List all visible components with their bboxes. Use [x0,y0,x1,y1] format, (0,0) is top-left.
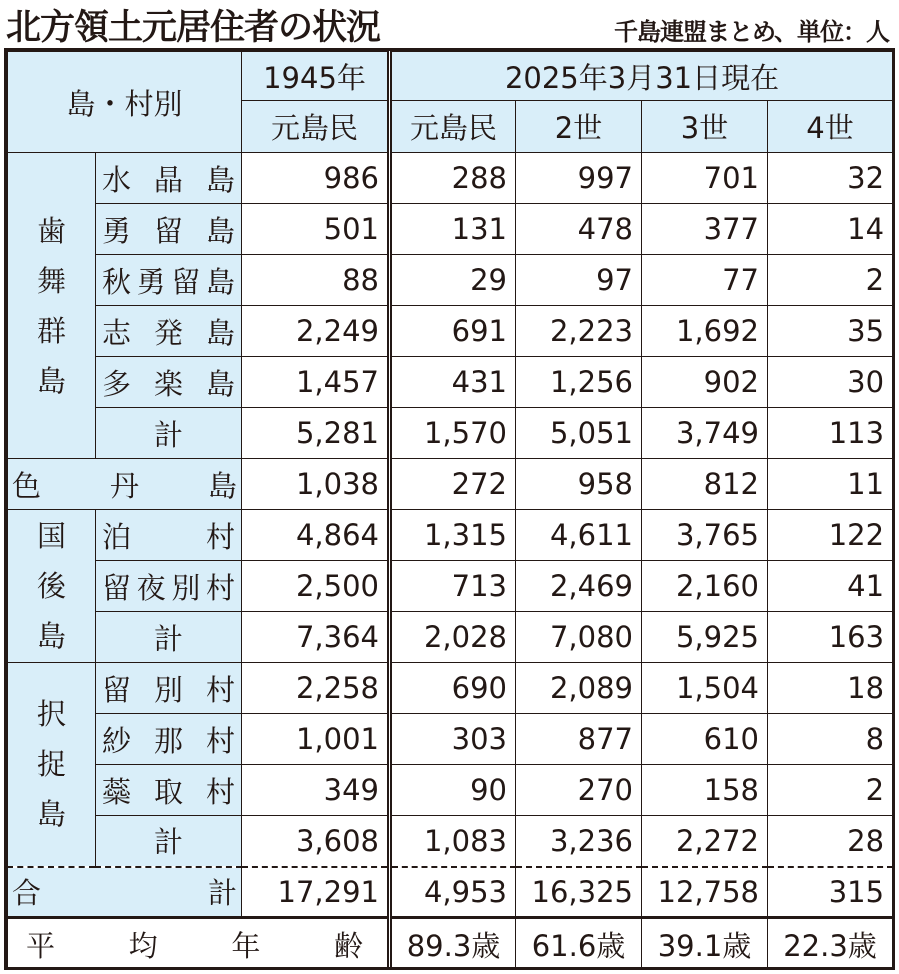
value-4th-gen: 35 [768,306,893,357]
table-row [8,510,893,561]
grand-total-row [8,867,893,918]
value-1945: 1,001 [242,714,390,765]
value-1945: 2,258 [242,663,390,714]
value-3rd-gen: 77 [642,255,768,306]
value-2nd-gen: 4,611 [516,510,642,561]
col-2nd-gen-header: 2世 [516,101,642,153]
col-4th-gen-header: 4世 [768,101,893,153]
value-3rd-gen: 3,749 [642,408,768,459]
value-former: 303 [390,714,516,765]
table-row [8,357,893,408]
island-name: 秋 勇 留 島 [96,255,242,306]
age-2nd-gen: 61.6歳 [516,918,642,970]
value-2nd-gen: 97 [516,255,642,306]
residents-table-frame [4,48,895,970]
value-1945: 2,500 [242,561,390,612]
group-label-char: 島 [36,619,66,653]
subtotal-label: 計 [96,612,242,663]
group-label-char: 後 [36,569,66,603]
age-former: 89.3歳 [390,918,516,970]
value-4th-gen: 11 [768,459,893,510]
table-row [8,714,893,765]
value-4th-gen: 315 [768,867,893,918]
group-label-kunashiri [8,510,96,663]
value-former: 272 [390,459,516,510]
value-3rd-gen: 5,925 [642,612,768,663]
group-label-char: 島 [36,363,66,398]
value-former: 29 [390,255,516,306]
table-row [8,204,893,255]
value-former: 1,315 [390,510,516,561]
subtotal-row-etorofu [8,816,893,867]
value-4th-gen: 28 [768,816,893,867]
value-1945: 17,291 [242,867,390,918]
value-3rd-gen: 701 [642,153,768,204]
group-label-char: 択 [36,697,66,732]
group-label-char: 群 [36,313,66,348]
value-3rd-gen: 3,765 [642,510,768,561]
value-3rd-gen: 377 [642,204,768,255]
value-3rd-gen: 2,272 [642,816,768,867]
table-row [8,255,893,306]
source-note: 千島連盟まとめ、単位：人 [613,18,889,46]
value-2nd-gen: 270 [516,765,642,816]
island-name: 志 発 島 [96,306,242,357]
value-4th-gen: 14 [768,204,893,255]
group-label-char: 舞 [36,263,66,298]
value-3rd-gen: 1,692 [642,306,768,357]
value-former: 131 [390,204,516,255]
group-label-char: 歯 [36,213,66,248]
island-name: 勇 留 島 [96,204,242,255]
village-name: 泊 村 [96,510,242,561]
value-1945: 2,249 [242,306,390,357]
value-2nd-gen: 3,236 [516,816,642,867]
year-1945-header: 1945年 [242,52,390,101]
value-4th-gen: 163 [768,612,893,663]
value-1945: 4,864 [242,510,390,561]
value-2nd-gen: 2,089 [516,663,642,714]
average-age-label: 平 均 年 齢 [8,918,390,970]
value-1945: 88 [242,255,390,306]
value-2nd-gen: 877 [516,714,642,765]
value-1945: 5,281 [242,408,390,459]
value-3rd-gen: 2,160 [642,561,768,612]
value-former: 431 [390,357,516,408]
group-label-etorofu [8,663,96,867]
table-row [8,561,893,612]
value-3rd-gen: 1,504 [642,663,768,714]
value-1945: 3,608 [242,816,390,867]
value-2nd-gen: 7,080 [516,612,642,663]
value-2nd-gen: 5,051 [516,408,642,459]
island-name: 多 楽 島 [96,357,242,408]
as-of-header: 2025年3月31日現在 [390,52,893,101]
value-4th-gen: 2 [768,765,893,816]
group-label-char: 島 [36,797,66,832]
value-1945: 7,364 [242,612,390,663]
value-former: 690 [390,663,516,714]
value-4th-gen: 113 [768,408,893,459]
value-2nd-gen: 958 [516,459,642,510]
value-2nd-gen: 478 [516,204,642,255]
subtotal-label: 計 [96,816,242,867]
value-3rd-gen: 812 [642,459,768,510]
group-label-char: 捉 [36,747,66,782]
value-former: 1,570 [390,408,516,459]
grand-total-label: 合 計 [8,867,242,918]
value-1945: 986 [242,153,390,204]
value-former: 691 [390,306,516,357]
value-3rd-gen: 902 [642,357,768,408]
value-1945: 1,038 [242,459,390,510]
island-name: 水 晶 島 [96,153,242,204]
col-3rd-gen-header: 3世 [642,101,768,153]
village-name: 留 別 村 [96,663,242,714]
table-row [8,663,893,714]
value-4th-gen: 8 [768,714,893,765]
value-2nd-gen: 16,325 [516,867,642,918]
group-label-char: 国 [36,519,66,553]
value-1945: 1,457 [242,357,390,408]
average-age-row [8,918,893,970]
col-1945-former-header: 元島民 [242,101,390,153]
value-2nd-gen: 2,469 [516,561,642,612]
value-4th-gen: 41 [768,561,893,612]
island-name-shikotan: 色 丹 島 [8,459,242,510]
value-4th-gen: 32 [768,153,893,204]
table-row [8,306,893,357]
group-label-habomai [8,153,96,459]
village-name: 留 夜 別 村 [96,561,242,612]
subtotal-row-habomai [8,408,893,459]
table-row [8,765,893,816]
value-2nd-gen: 2,223 [516,306,642,357]
page-title: 北方領土元居住者の状況 [6,8,381,48]
value-4th-gen: 2 [768,255,893,306]
row-label-header: 島・村別 [8,52,242,153]
age-4th-gen: 22.3歳 [768,918,893,970]
age-3rd-gen: 39.1歳 [642,918,768,970]
value-4th-gen: 30 [768,357,893,408]
value-3rd-gen: 12,758 [642,867,768,918]
value-former: 288 [390,153,516,204]
value-4th-gen: 122 [768,510,893,561]
value-1945: 349 [242,765,390,816]
subtotal-row-kunashiri [8,612,893,663]
value-2nd-gen: 997 [516,153,642,204]
value-1945: 501 [242,204,390,255]
value-former: 4,953 [390,867,516,918]
subtotal-label: 計 [96,408,242,459]
row-shikotan [8,459,893,510]
value-former: 90 [390,765,516,816]
value-3rd-gen: 158 [642,765,768,816]
value-2nd-gen: 1,256 [516,357,642,408]
header-row-1 [8,52,893,101]
village-name: 蘂 取 村 [96,765,242,816]
village-name: 紗 那 村 [96,714,242,765]
value-4th-gen: 18 [768,663,893,714]
table-row [8,153,893,204]
value-former: 2,028 [390,612,516,663]
value-3rd-gen: 610 [642,714,768,765]
value-former: 1,083 [390,816,516,867]
value-former: 713 [390,561,516,612]
residents-table [7,51,893,970]
col-former-header: 元島民 [390,101,516,153]
